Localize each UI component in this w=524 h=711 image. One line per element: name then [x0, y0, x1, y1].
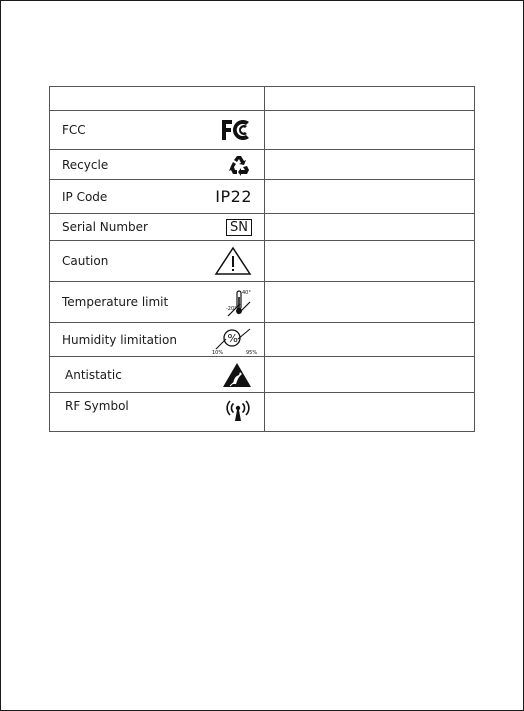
symbol-cell: [50, 214, 265, 241]
antistatic-icon: [222, 362, 252, 388]
symbol-cell: [50, 393, 265, 432]
row-label: Recycle: [62, 157, 109, 172]
symbol-cell: [50, 241, 265, 282]
table-header-row: [50, 87, 475, 111]
temperature-low-label: -20°: [226, 306, 237, 312]
row-label: Temperature limit: [62, 295, 169, 309]
row-label: Humidity limitation: [62, 332, 177, 347]
description-cell: [265, 111, 475, 150]
symbol-cell: [50, 357, 265, 393]
symbol-cell: [50, 180, 265, 214]
description-cell: [265, 241, 475, 282]
table-row: [50, 357, 475, 393]
temperature-high-label: 40°: [242, 290, 251, 296]
rf-symbol-icon: [224, 399, 252, 423]
table-row: [50, 393, 475, 432]
description-cell: [265, 150, 475, 180]
symbol-cell: [50, 150, 265, 180]
header-cell-symbol: [50, 87, 265, 111]
symbols-table: [49, 86, 475, 432]
humidity-percent-symbol: %: [227, 331, 238, 345]
table-row: [50, 241, 475, 282]
thermometer-icon: [226, 286, 252, 318]
header-cell-description: [265, 87, 475, 111]
table-row: [50, 282, 475, 323]
row-label: Caution: [62, 254, 109, 268]
table-row: [50, 150, 475, 180]
humidity-high-label: 95%: [246, 349, 258, 355]
row-label: Antistatic: [65, 367, 122, 382]
table-row: [50, 180, 475, 214]
description-cell: [265, 357, 475, 393]
recycle-icon: [228, 153, 252, 177]
table-row: [50, 111, 475, 150]
description-cell: [265, 282, 475, 323]
table-row: [50, 214, 475, 241]
symbol-cell: [50, 323, 265, 357]
row-label: RF Symbol: [65, 399, 129, 413]
description-cell: [265, 393, 475, 432]
description-cell: [265, 214, 475, 241]
row-label: Serial Number: [62, 220, 148, 234]
humidity-low-label: 10%: [212, 349, 224, 355]
humidity-icon: [212, 325, 258, 355]
serial-number-icon: SN: [226, 219, 252, 236]
symbol-cell: [50, 282, 265, 323]
ip-code-icon: IP22: [215, 187, 252, 206]
description-cell: [265, 180, 475, 214]
symbol-cell: [50, 111, 265, 150]
table-row: [50, 323, 475, 357]
caution-triangle-icon: [214, 246, 252, 276]
fcc-logo-icon: [220, 118, 252, 142]
row-label: IP Code: [62, 189, 108, 204]
row-label: FCC: [62, 123, 86, 137]
description-cell: [265, 323, 475, 357]
